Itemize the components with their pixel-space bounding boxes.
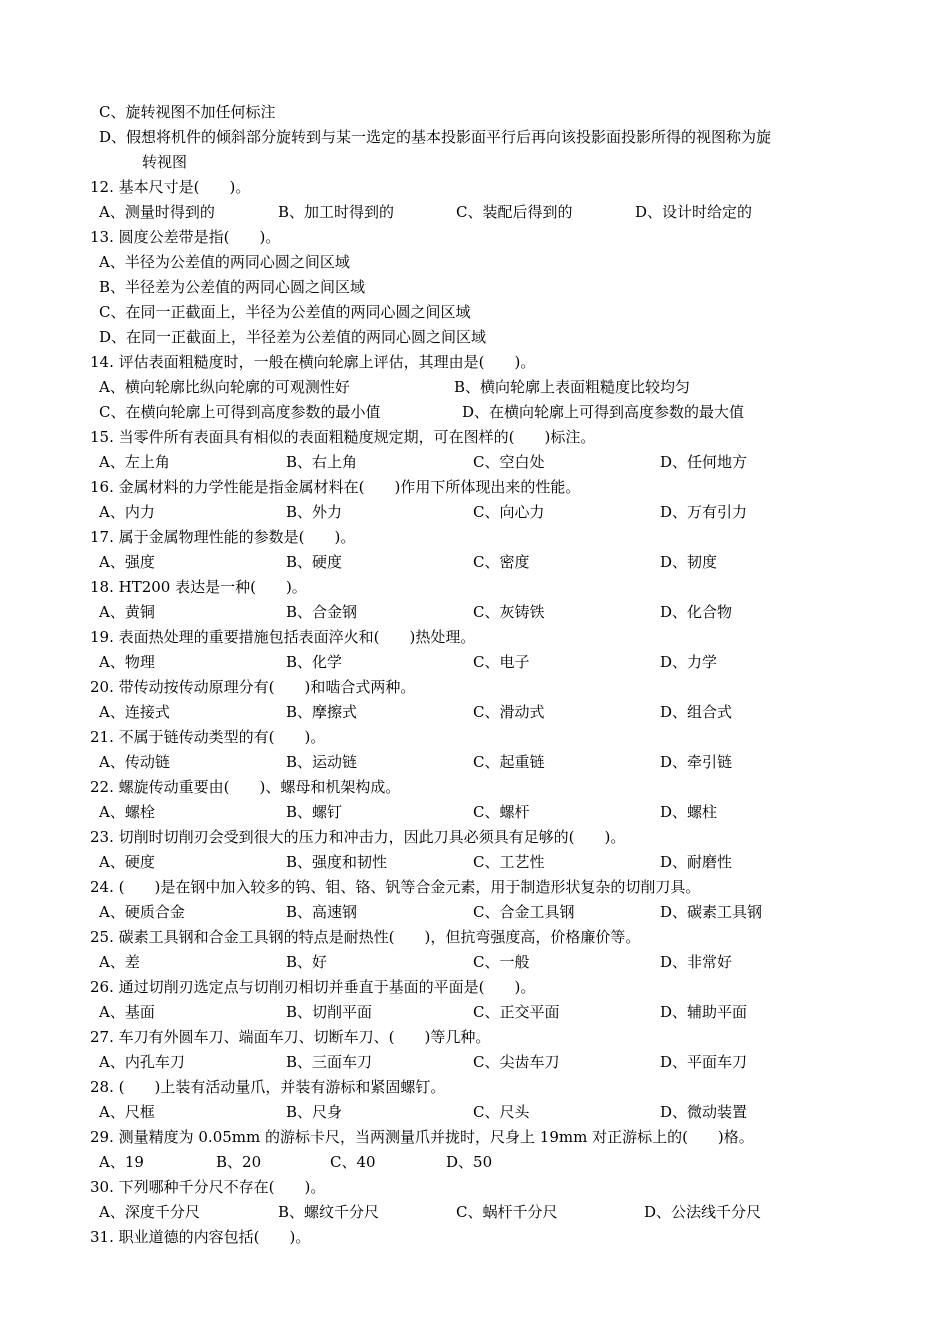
option-b: B、摩擦式 bbox=[286, 703, 358, 721]
question-24: 24. ( )是在钢中加入较多的钨、钼、铬、钒等合金元素，用于制造形状复杂的切削刀具。 bbox=[90, 878, 701, 896]
question-26: 26. 通过切削刃选定点与切削刃相切并垂直于基面的平面是( )。 bbox=[90, 978, 536, 996]
option-d: D、螺柱 bbox=[660, 803, 718, 821]
option-d: D、在同一正截面上，半径差为公差值的两同心圆之间区域 bbox=[99, 328, 487, 346]
option-c: C、尖齿车刀 bbox=[473, 1053, 560, 1071]
option-d: D、辅助平面 bbox=[660, 1003, 748, 1021]
option-b: B、半径差为公差值的两同心圆之间区域 bbox=[99, 278, 366, 296]
option-c: C、在同一正截面上，半径为公差值的两同心圆之间区域 bbox=[99, 303, 471, 321]
prev-option-d: D、假想将机件的倾斜部分旋转到与某一选定的基本投影面平行后再向该投影面投影所得的视图称为旋 bbox=[99, 128, 772, 146]
option-a: A、传动链 bbox=[99, 753, 170, 771]
option-c: C、向心力 bbox=[473, 503, 545, 521]
option-a: A、硬度 bbox=[99, 853, 155, 871]
question-16: 16. 金属材料的力学性能是指金属材料在( )作用下所体现出来的性能。 bbox=[90, 478, 581, 496]
question-28: 28. ( )上装有活动量爪，并装有游标和紧固螺钉。 bbox=[90, 1078, 446, 1096]
option-b: B、运动链 bbox=[286, 753, 358, 771]
option-b: B、切削平面 bbox=[286, 1003, 373, 1021]
question-22: 22. 螺旋传动重要由( )、螺母和机架构成。 bbox=[90, 778, 401, 796]
option-c: C、灰铸铁 bbox=[473, 603, 545, 621]
option-c: C、在横向轮廓上可得到高度参数的最小值 bbox=[99, 403, 381, 421]
option-a: A、强度 bbox=[99, 553, 155, 571]
option-a: A、差 bbox=[99, 953, 140, 971]
option-b: B、螺钉 bbox=[286, 803, 343, 821]
question-19: 19. 表面热处理的重要措施包括表面淬火和( )热处理。 bbox=[90, 628, 476, 646]
option-c: C、蜗杆千分尺 bbox=[456, 1203, 558, 1221]
question-29: 29. 测量精度为 0.05mm 的游标卡尺，当两测量爪并拢时，尺身上 19mm 对正游标上的( )格。 bbox=[90, 1128, 754, 1146]
option-b: B、好 bbox=[286, 953, 328, 971]
option-c: C、一般 bbox=[473, 953, 530, 971]
option-c: C、工艺性 bbox=[473, 853, 545, 871]
option-d: D、碳素工具钢 bbox=[660, 903, 763, 921]
option-b: B、右上角 bbox=[286, 453, 358, 471]
option-c: C、装配后得到的 bbox=[456, 203, 573, 221]
option-b: B、外力 bbox=[286, 503, 343, 521]
question-25: 25. 碳素工具钢和合金工具钢的特点是耐热性( )，但抗弯强度高，价格廉价等。 bbox=[90, 928, 641, 946]
option-b: B、尺身 bbox=[286, 1103, 343, 1121]
option-c: C、起重链 bbox=[473, 753, 545, 771]
option-d: D、韧度 bbox=[660, 553, 718, 571]
question-13: 13. 圆度公差带是指( )。 bbox=[90, 228, 281, 246]
option-a: A、横向轮廓比纵向轮廓的可观测性好 bbox=[99, 378, 350, 396]
prev-option-d-continued: 转视图 bbox=[142, 153, 188, 171]
option-b: B、硬度 bbox=[286, 553, 343, 571]
question-27: 27. 车刀有外圆车刀、端面车刀、切断车刀、( )等几种。 bbox=[90, 1028, 491, 1046]
question-21: 21. 不属于链传动类型的有( )。 bbox=[90, 728, 326, 746]
option-a: A、内力 bbox=[99, 503, 155, 521]
option-b: B、20 bbox=[216, 1153, 262, 1171]
option-b: B、高速钢 bbox=[286, 903, 358, 921]
option-d: D、微动装置 bbox=[660, 1103, 748, 1121]
option-d: D、在横向轮廓上可得到高度参数的最大值 bbox=[462, 403, 745, 421]
option-b: B、加工时得到的 bbox=[278, 203, 395, 221]
option-a: A、连接式 bbox=[99, 703, 170, 721]
option-c: C、合金工具钢 bbox=[473, 903, 575, 921]
option-b: B、横向轮廓上表面粗糙度比较均匀 bbox=[454, 378, 691, 396]
option-a: A、19 bbox=[99, 1153, 144, 1171]
option-c: C、空白处 bbox=[473, 453, 545, 471]
option-c: C、电子 bbox=[473, 653, 530, 671]
option-c: C、正交平面 bbox=[473, 1003, 560, 1021]
question-20: 20. 带传动按传动原理分有( )和啮合式两种。 bbox=[90, 678, 416, 696]
option-b: B、强度和韧性 bbox=[286, 853, 388, 871]
option-d: D、50 bbox=[446, 1153, 493, 1171]
option-d: D、组合式 bbox=[660, 703, 733, 721]
option-a: A、螺栓 bbox=[99, 803, 155, 821]
question-30: 30. 下列哪种千分尺不存在( )。 bbox=[90, 1178, 326, 1196]
question-14: 14. 评估表面粗糙度时，一般在横向轮廓上评估，其理由是( )。 bbox=[90, 353, 536, 371]
question-12: 12. 基本尺寸是( )。 bbox=[90, 178, 251, 196]
option-d: D、牵引链 bbox=[660, 753, 733, 771]
option-c: C、密度 bbox=[473, 553, 530, 571]
option-c: C、螺杆 bbox=[473, 803, 530, 821]
option-c: C、滑动式 bbox=[473, 703, 545, 721]
option-a: A、内孔车刀 bbox=[99, 1053, 185, 1071]
option-a: A、半径为公差值的两同心圆之间区域 bbox=[99, 253, 350, 271]
option-d: D、非常好 bbox=[660, 953, 733, 971]
question-31: 31. 职业道德的内容包括( )。 bbox=[90, 1228, 311, 1246]
option-a: A、黄铜 bbox=[99, 603, 155, 621]
option-a: A、测量时得到的 bbox=[99, 203, 215, 221]
option-d: D、平面车刀 bbox=[660, 1053, 748, 1071]
question-17: 17. 属于金属物理性能的参数是( )。 bbox=[90, 528, 356, 546]
option-b: B、螺纹千分尺 bbox=[278, 1203, 380, 1221]
option-d: D、设计时给定的 bbox=[635, 203, 753, 221]
option-d: D、化合物 bbox=[660, 603, 733, 621]
option-a: A、硬质合金 bbox=[99, 903, 185, 921]
question-23: 23. 切削时切削刃会受到很大的压力和冲击力，因此刀具必须具有足够的( )。 bbox=[90, 828, 626, 846]
option-b: B、三面车刀 bbox=[286, 1053, 373, 1071]
option-d: D、耐磨性 bbox=[660, 853, 733, 871]
option-a: A、深度千分尺 bbox=[99, 1203, 200, 1221]
prev-option-c: C、旋转视图不加任何标注 bbox=[99, 103, 276, 121]
option-d: D、公法线千分尺 bbox=[644, 1203, 762, 1221]
option-d: D、万有引力 bbox=[660, 503, 748, 521]
option-d: D、任何地方 bbox=[660, 453, 748, 471]
option-c: C、尺头 bbox=[473, 1103, 530, 1121]
option-a: A、尺框 bbox=[99, 1103, 155, 1121]
option-a: A、物理 bbox=[99, 653, 155, 671]
option-c: C、40 bbox=[330, 1153, 376, 1171]
option-b: B、合金钢 bbox=[286, 603, 358, 621]
option-a: A、基面 bbox=[99, 1003, 155, 1021]
question-18: 18. HT200 表达是一种( )。 bbox=[90, 578, 307, 596]
question-15: 15. 当零件所有表面具有相似的表面粗糙度规定期，可在图样的( )标注。 bbox=[90, 428, 596, 446]
option-b: B、化学 bbox=[286, 653, 343, 671]
option-d: D、力学 bbox=[660, 653, 718, 671]
option-a: A、左上角 bbox=[99, 453, 170, 471]
